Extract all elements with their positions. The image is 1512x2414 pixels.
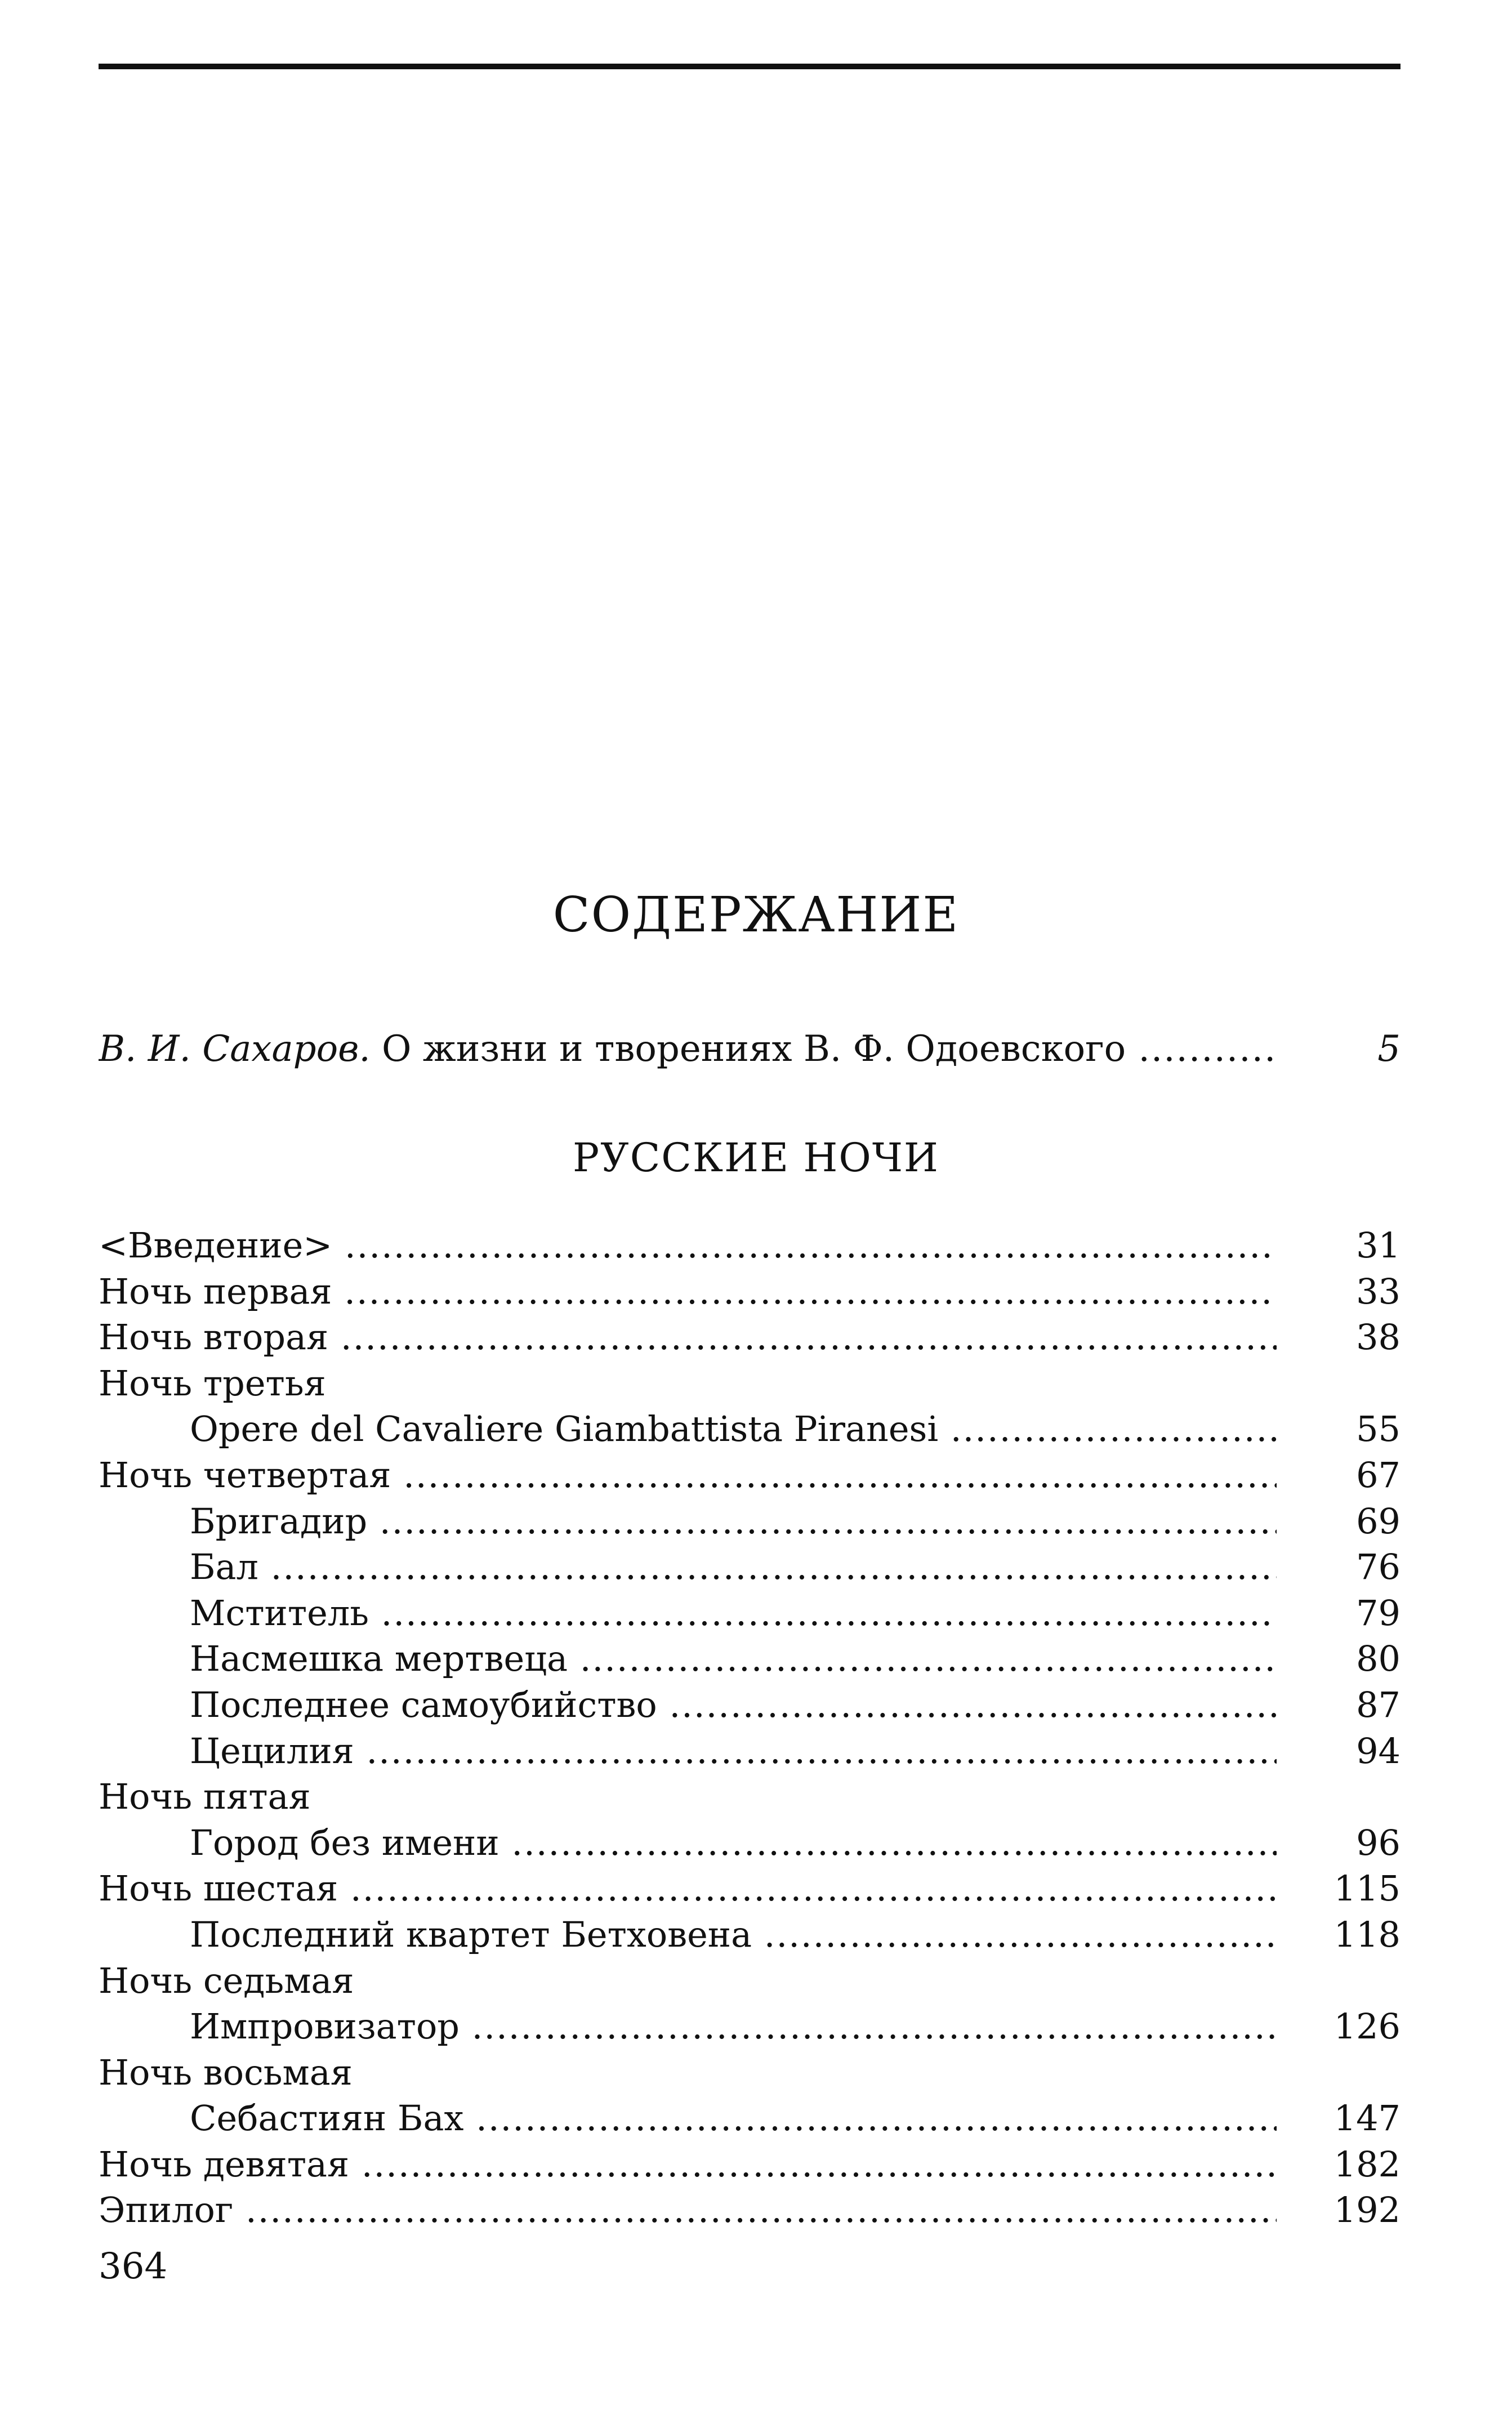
toc-entry xyxy=(99,2187,1401,2233)
toc-entry-label: Себастиян Бах ..... xyxy=(190,2095,1277,2141)
toc-page-number: 31 xyxy=(1356,1225,1401,1266)
toc-entry-label: Ночь девятая ..... xyxy=(99,2141,1277,2188)
toc-entry xyxy=(99,2004,1401,2050)
intro-title: О жизни и творениях В. Ф. Одоевского xyxy=(382,1028,1126,1070)
toc-page-number: 182 xyxy=(1333,2143,1401,2185)
toc-entry-label: Мститель ..... xyxy=(190,1590,1277,1636)
toc-entry xyxy=(99,1544,1401,1590)
toc-page-number: 79 xyxy=(1356,1592,1401,1634)
toc-page-number: 67 xyxy=(1356,1454,1401,1496)
toc-entry xyxy=(99,2141,1401,2188)
toc-page-number: 5 xyxy=(1377,1028,1401,1070)
toc-entry-label: Ночь первая ..... xyxy=(99,1269,1277,1315)
toc-entry-label: Ночь четвертая ..... xyxy=(99,1452,1277,1498)
toc-entry xyxy=(99,1360,1401,1407)
toc-entry xyxy=(99,1912,1401,1958)
toc-entry-label: Ночь пятая xyxy=(99,1776,311,1818)
toc-entry-label: Импровизатор ..... xyxy=(190,2004,1277,2050)
toc-entry-label: Последний квартет Бетховена ..... xyxy=(190,1912,1277,1958)
toc-entry-label: Бригадир ..... xyxy=(190,1498,1277,1545)
toc-page-number: 87 xyxy=(1356,1684,1401,1725)
page-number: 364 xyxy=(99,2246,168,2287)
toc-entry xyxy=(99,1314,1401,1360)
toc-entry xyxy=(99,1774,1401,1820)
toc-entry-label xyxy=(99,1024,1277,1074)
toc-entry xyxy=(99,1222,1401,1269)
toc-entry xyxy=(99,1636,1401,1682)
toc-entry xyxy=(99,1498,1401,1545)
toc-entry xyxy=(99,1682,1401,1728)
intro-list xyxy=(99,1024,1401,1074)
toc-entry-label: Город без имени ..... xyxy=(190,1820,1277,1866)
toc-entry-label: Ночь вторая ..... xyxy=(99,1314,1277,1360)
top-rule xyxy=(99,64,1401,69)
section-title: РУССКИЕ НОЧИ xyxy=(573,1135,939,1181)
toc-list xyxy=(99,1222,1401,2233)
toc-page-number: 55 xyxy=(1356,1408,1401,1450)
toc-page-number: 192 xyxy=(1333,2189,1401,2231)
toc-page-number: 126 xyxy=(1333,2006,1401,2047)
toc-page-number: 38 xyxy=(1356,1317,1401,1358)
toc-entry xyxy=(99,1269,1401,1315)
toc-entry-label: <Введение> ..... xyxy=(99,1222,1277,1269)
toc-entry xyxy=(99,1820,1401,1866)
toc-entry-label: Ночь восьмая xyxy=(99,2051,353,2093)
toc-entry xyxy=(99,1590,1401,1636)
toc-entry-label: Последнее самоубийство ..... xyxy=(190,1682,1277,1728)
toc-page-number: 76 xyxy=(1356,1546,1401,1588)
toc-page-number: 69 xyxy=(1356,1500,1401,1542)
toc-entry xyxy=(99,1728,1401,1774)
toc-entry-label: Ночь шестая ..... xyxy=(99,1866,1277,1912)
toc-entry xyxy=(99,1958,1401,2004)
toc-entry xyxy=(99,1452,1401,1498)
author-name: В. И. Сахаров. xyxy=(99,1028,371,1070)
toc-entry xyxy=(99,1866,1401,1912)
toc-page-number: 118 xyxy=(1333,1913,1401,1955)
toc-page-number: 115 xyxy=(1333,1868,1401,1909)
toc-page-number: 33 xyxy=(1356,1270,1401,1312)
toc-page-number: 96 xyxy=(1356,1822,1401,1863)
toc-page-number: 80 xyxy=(1356,1638,1401,1680)
toc-entry-label: Ночь третья xyxy=(99,1362,326,1404)
toc-page-number: 94 xyxy=(1356,1730,1401,1772)
toc-entry xyxy=(99,1406,1401,1452)
toc-entry-label: Насмешка мертвеца ..... xyxy=(190,1636,1277,1682)
toc-entry-intro xyxy=(99,1024,1401,1074)
toc-entry xyxy=(99,2050,1401,2096)
contents-title: СОДЕРЖАНИЕ xyxy=(552,887,960,943)
toc-entry-label: Бал ..... xyxy=(190,1544,1277,1590)
toc-entry xyxy=(99,2095,1401,2141)
toc-entry-label: Эпилог ..... xyxy=(99,2187,1277,2233)
toc-entry-label: Ночь седьмая xyxy=(99,1960,354,2001)
toc-entry-label: Opere del Cavaliere Giambattista Piranesi ..... xyxy=(190,1406,1277,1452)
toc-page-number: 147 xyxy=(1333,2098,1401,2139)
toc-entry-label: Цецилия ..... xyxy=(190,1728,1277,1774)
